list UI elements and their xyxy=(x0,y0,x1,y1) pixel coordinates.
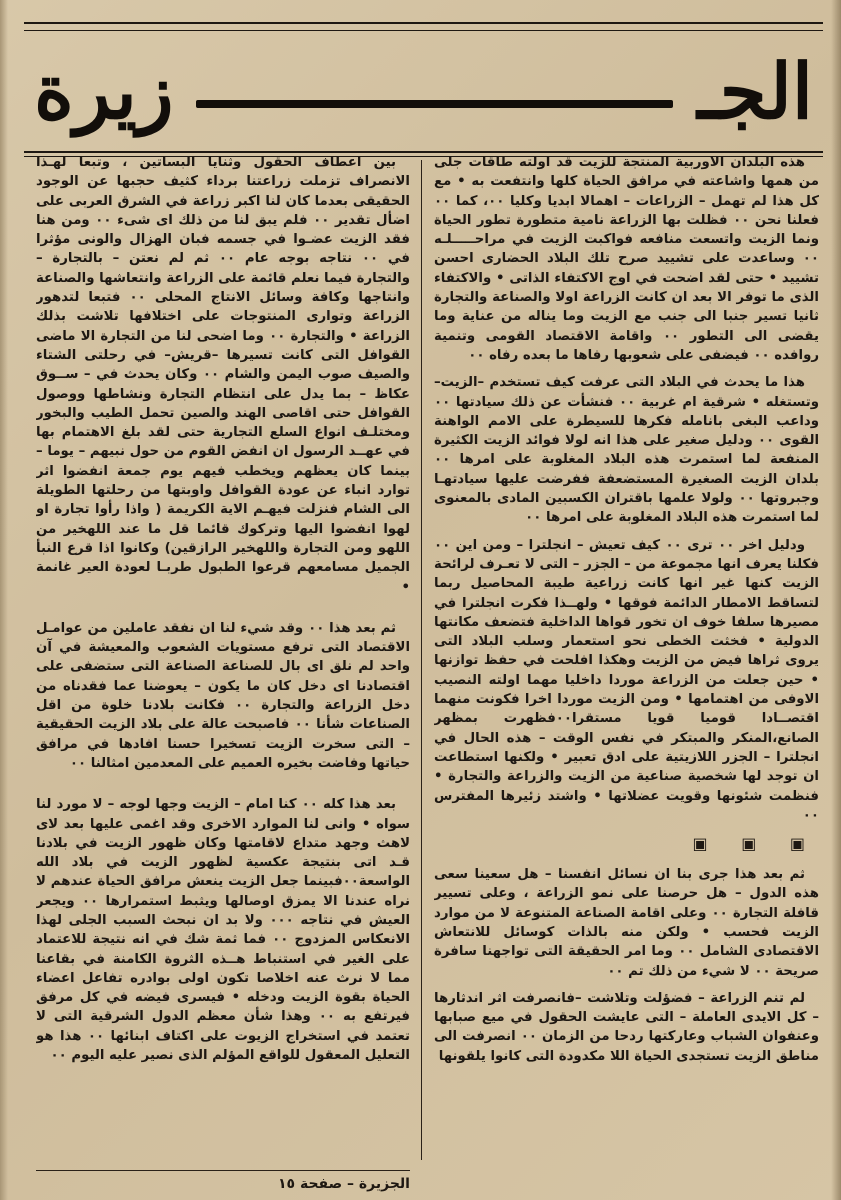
article-paragraph: هذا ما يحدث في البلاد التى عرفت كيف تستخدم –الزيت– وتستغله • شرقية ام غربية ٠٠ فنشأت عن ذلك سيادتها ٠٠ وداعب البغى بانامله فكرها للسيطرة على الامم الواهنة القوى ٠٠ ودليل صغير على هذا انه لولا فوائد الزيت الكثيرة المنفعة لما استمرت هذه البلاد المغلوبة على امرها ٠٠ بلدان الزيت الصغيرة المستضعفة ففرضت عليها سيادتهـا وجبروتها ٠٠ ولولا علمها باقتران الكسبين المادى بالمعنوى لما استمرت هذه البلاد المغلوبة على امرها ٠٠ xyxy=(434,375,819,526)
masthead-logo-left: زيرة xyxy=(34,47,174,136)
masthead-logo-stroke xyxy=(196,100,673,108)
page-edge-shadow-right xyxy=(831,0,841,1200)
page-footer: الجزيرة – صفحة ١٥ xyxy=(278,1176,410,1192)
article-column-right xyxy=(434,153,819,1165)
article-paragraph: هذه البلدان الاوربية المنتجة للزيت قد اولته طاقات جلى من همها واشاعته في مرافق الحياة كلها وانتفعت به • مع كل هذا لم تهمل – الزراعات – اهمالا ابديا وكليا ٠٠، كما ٠٠ فعلنا نحن ٠٠ فظلت بها الزراعة نامية متطورة تطور الحياة ونما الزيت واتسعت منافعه فواكبت الزيت في مراحـــــلـه ٠٠ وساعدت على تشييد صرح تلك البلاد الحضارى احسن تشييد • حتى لقد اضحت في اوج الاكتفاء الذاتى • والاكتفاء الذى ما توفر الا بعد ان كانت الزراعة اولا والصناعة والتجارة ثانيا تسير جنبا الى جنب مع الزيت وما يناله من عناية وما يقضى الى التطور ٠٠ واقامة الاقتصاد القومى وتنمية روافده ٠٠ فيضفى على شعوبها رفاها ما بعده رفاه ٠٠ xyxy=(434,155,819,363)
article-column-left xyxy=(36,153,410,1165)
masthead xyxy=(24,22,823,152)
footer-rule xyxy=(36,1170,410,1171)
column-divider xyxy=(421,160,422,1160)
page-edge-shadow-left xyxy=(0,0,8,1200)
article-paragraph: ثم بعد هذا جرى بنا ان نسائل انفسنا – هل سعينا سعى هذه الدول – هل حرصنا على نمو الزراعة ، وعلى تسيير قافلة التجارة ٠٠ وعلى اقامة الصناعة المتنوعة لا من موارد الزيت فحسب • ولكن منه بالذات كوسائل للانتعاش الاقتصادى الشامل ٠٠ وما امر الحقيقة التى تواجهنا سافرة صريحة ٠٠ لا شيء من ذلك تم ٠٠ xyxy=(434,867,819,979)
section-separator: ▣ ▣ ▣ xyxy=(692,834,819,854)
article-paragraph: بين اعطاف الحقول وثنايا البساتين ، وتبعا لهـذا الانصراف تزملت زراعتنا برداء كثيف حجبها عن الوجود الحقيقى بعدما كان لنا اكبر زراعة في الشرق العربى على اضأل تقدير ٠٠ فلم يبق لنا من ذلك اى شىء ٠٠ ومن هنا فقد الزيت عضـوا في جسمه فبان الهزال والونى مؤثرا في ٠٠ نتاجه بوجه عام ٠٠ ثم لم نعتن – بالتجارة – والتجارة فيما نعلم قائمة على الزراعة وانتعاشها والصناعة وانتاجها وكافة وسائل الانتاج المحلى ٠٠ فتبعا لتدهور الزراعة وتوارى المنتوجات على اختلافها تلاشت بذلك الزراعة • والتجارة ٠٠ وما اضحى لنا من التجارة الا ماضى القوافل التى كانت تسيرها –قريش– في رحلتى الشتاء والصيف صوب اليمن والشام ٠٠ وكان يحدث في – ســوق عكاظ – بما يدل على انتظام التجارة ونشاطها ووصول القوافل حتى اقاصى الهند والصين تحمل الطيب والبخور ومختلـف انواع السلع التجارية حتى لقد بلغ الاهتمام بها في عهــد الرسول ان انفض القوم من حول نبيهم – يوما – بينما كان يعظهم ويخطب فيهم يوم جمعة انفضوا اثر توارد انباء عن عودة القوافل واوبتها من رحلتها الطويلة الى الشام فنزلت فيهـم الاية الكريمة ( واذا رأوا تجارة او لهوا انفضوا اليها وتركوك قائما قل ما عند اللهخير من اللهو ومن التجارة واللهخير الرازقين) وكانوا اذا قرع النبأ الجميل مسامعهم قرعوا الطبول طربـا لعودة العير غانمة • xyxy=(36,155,410,595)
masthead-top-rule xyxy=(24,30,823,31)
article-paragraph: لم تنم الزراعة – فضؤلت وتلاشت –فانصرفت اثر اندثارها – كل الايدى العاملة – التى عايشت الحقول في ميع صبابها وعنفوان الشباب وعاركتها ردحا من الزمان ٠٠ انصرفت الى مناطق الزيت تستجدى الحياة اللا مكدودة التى كانوا يلقونها xyxy=(434,990,819,1064)
article-paragraph: بعد هذا كله ٠٠ كنا امام – الزيت وجها لوجه – لا مورد لنا سواه • وانى لنا الموارد الاخرى وقد اغمى عليها بعد لاى لاهث وجهد متداع لاقامتها وكان ظهور الزيت في بلادنا قـد اتى بنتيجة عكسية لظهور الزيت في بلاد الله الواسعة٠٠فبينما جعل الزيت ينعش مرافق الحياة عندهم لا نراه عندنا الا يمزق اوصالها ويثبط استمرارها ٠٠ ويجعر العيش في نتاجه ٠٠٠ ولا بد ان نبحث السبب الجلى لهذا الانعكاس المزدوج ٠٠ فما ثمة شك في انه نتيجة للاعتماد على الغير في استنباط هــذه الثروة الكامنة في بقاعنا مما لا نرث عنه اخلاصا تكون اولى بوادره تفاعل اعضاء الحياة بقوة الزيت ودخله • فيسرى فيضه في كل مرفق فيرتفع به ٠٠ وهذا شأن معظم الدول الشرقية التى لا تعتمد في استخراج الزيوت على اكتاف ابنائها ٠٠ هذا هو التعليل المعقول للواقع المؤلم الذى نصير عليه اليوم ٠٠ xyxy=(36,797,410,1064)
article-paragraph: ثم بعد هذا ٠٠ وقد شيء لنا ان نفقد عاملين من عوامـل الاقتصاد التى ترفع مستويات الشعوب والمعيشة في آن واحد لم نلق اى بال للصناعة الصناعة التى ستضفى على اقتصادنا اى دخل كان ما يكون – يعوضنا عما فقدناه من دخل الزراعة والتجارة ٠٠ فكانت بلادنا خلوة من اقل الصناعات شأنا ٠٠ فاصبحت عالة على بلاد الزيت الحقيقية – التى سخرت الزيت تسخيرا حسنا افادها في مرافق حياتها وفاضت بخيره العميم على المعدمين امثالنا ٠٠ xyxy=(36,620,410,771)
masthead-logo-right: الجـ xyxy=(697,47,813,136)
article-paragraph: ودليل اخر ٠٠ ترى ٠٠ كيف تعيش – انجلترا – ومن اين ٠٠ فكلنا يعرف انها مجموعة من – الجزر – التى لا تعـرف لرائحة الزيت كنها غير انها كانت زراعية طيبة المحاصيل ربما لتساقط الامطار الدائمة فوقها • ولهــذا فكرت انجلترا في مصيرها سلفا خوف ان تخور قواها الداخلية فتضعف مكانتها الدولية • فخثت الخطى نحو استعمار وسلب البلاد التى يروى ثراها فيض من الزيت وهكذا افلحت في حفظ توازنها • حين جعلت من الزراعة موردا داخليا مهما اولته النصيب الاوفى من اهتمامها • ومن الزيت موردا اخرا فكونت منهما اقتصــادا قوميا قويا مستقرا٠٠فظهرت بمظهر الصانع،المنكر والمبتكر في نفس الوقت – هذه الحال في انجلترا – الجزر اللازيتية على ادق تعبير • ولكنها استطاعت ان توجد لها شخصية صناعية من الزيت والزراعة والتجارة • فنظمت شئونها وقويت عضلاتها • واشتد زئيرها المفترس ٠٠ xyxy=(434,537,819,823)
